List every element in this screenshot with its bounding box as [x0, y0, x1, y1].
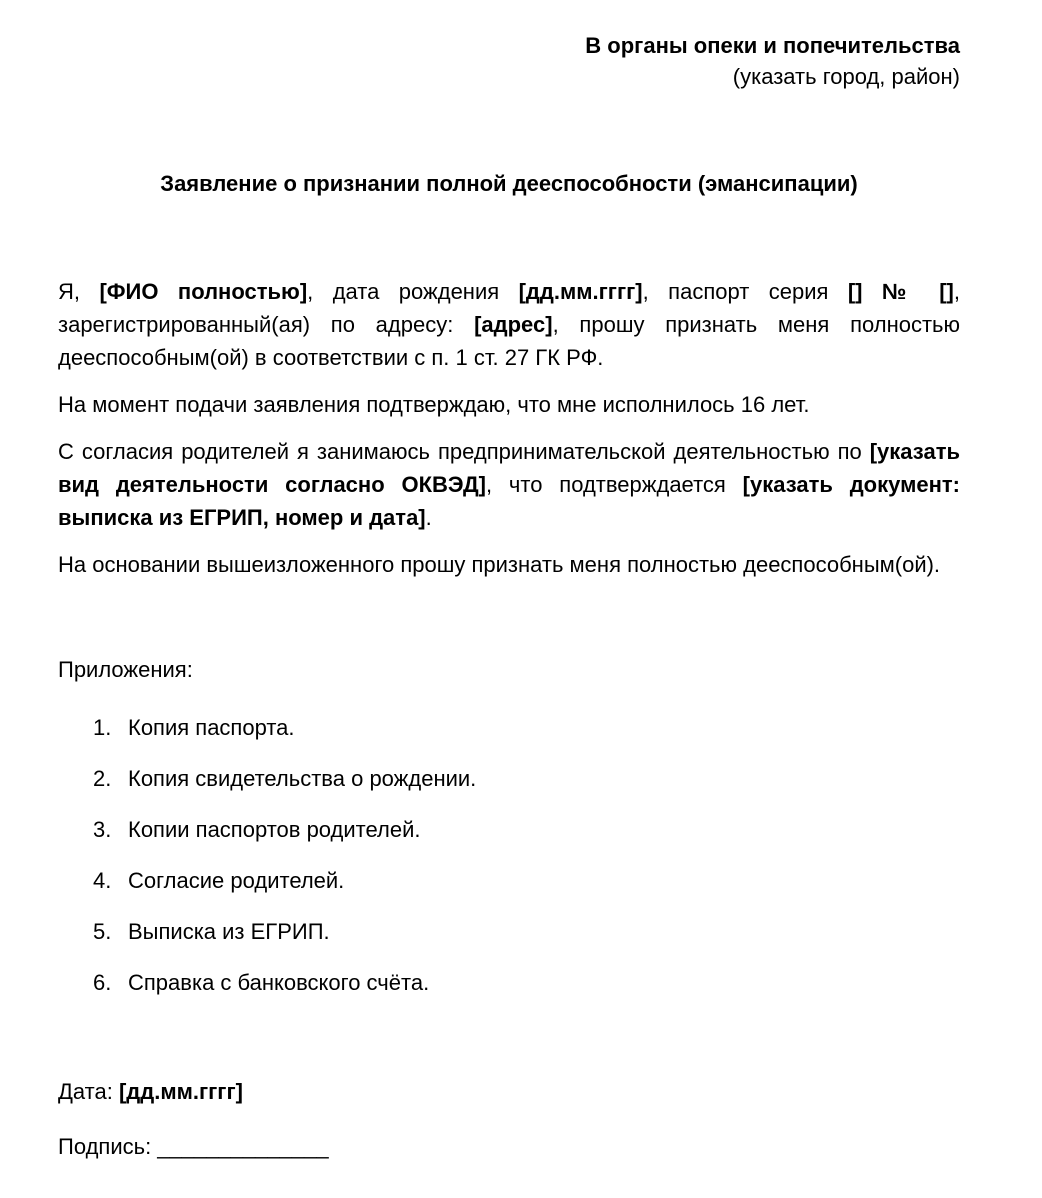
item-text: Выписка из ЕГРИП. [128, 919, 330, 944]
list-item [58, 864, 960, 897]
item-text: Копии паспортов родителей. [128, 817, 421, 842]
body-paragraph-request: На основании вышеизложенного прошу признать меня полностью дееспособным(ой). [58, 552, 941, 577]
document-title: Заявление о признании полной дееспособности (эмансипации) [160, 171, 858, 196]
item-number: 6. [93, 970, 112, 995]
item-text: Копия паспорта. [128, 715, 295, 740]
document-body [58, 275, 960, 581]
attachments-list [58, 711, 960, 999]
item-number: 1. [93, 715, 112, 740]
item-number: 4. [93, 868, 112, 893]
body-paragraph-age: На момент подачи заявления подтверждаю, что мне исполнилось 16 лет. [58, 392, 810, 417]
item-text: Копия свидетельства о рождении. [128, 766, 477, 791]
list-item [58, 966, 960, 999]
item-number: 2. [93, 766, 112, 791]
signature-label: Подпись: [58, 1134, 158, 1159]
item-text: Согласие родителей. [128, 868, 345, 893]
list-item [58, 762, 960, 795]
signature-blank: ______________ [157, 1134, 329, 1159]
item-number: 3. [93, 817, 112, 842]
body-paragraph-business: С согласия родителей я занимаюсь предпринимательской деятельностью по [указать вид деятельности согласно ОКВЭД], что подтверждается [указать документ: выписка из ЕГРИП, номер и дата]. [58, 439, 960, 530]
date-label: Дата: [58, 1079, 119, 1104]
date-value: [дд.мм.гггг] [118, 1079, 243, 1104]
date-line [58, 1075, 960, 1108]
item-text: Справка с банковского счёта. [128, 970, 430, 995]
header-recipient: В органы опеки и попечительства [585, 33, 960, 58]
header-recipient-hint: (указать город, район) [732, 64, 960, 89]
item-number: 5. [93, 919, 112, 944]
list-item [58, 813, 960, 846]
list-item [58, 711, 960, 744]
document-header [58, 30, 960, 92]
list-item [58, 915, 960, 948]
attachments-heading: Приложения: [58, 657, 193, 682]
body-paragraph-identity: Я, [ФИО полностью], дата рождения [дд.мм.гггг], паспорт серия [] № [], зарегистрированный(ая) по адресу: [адрес], прошу признать меня полностью дееспособным(ой) в соответствии с п. 1 ст. 27 ГК РФ. [58, 279, 961, 370]
signature-line [58, 1130, 960, 1163]
